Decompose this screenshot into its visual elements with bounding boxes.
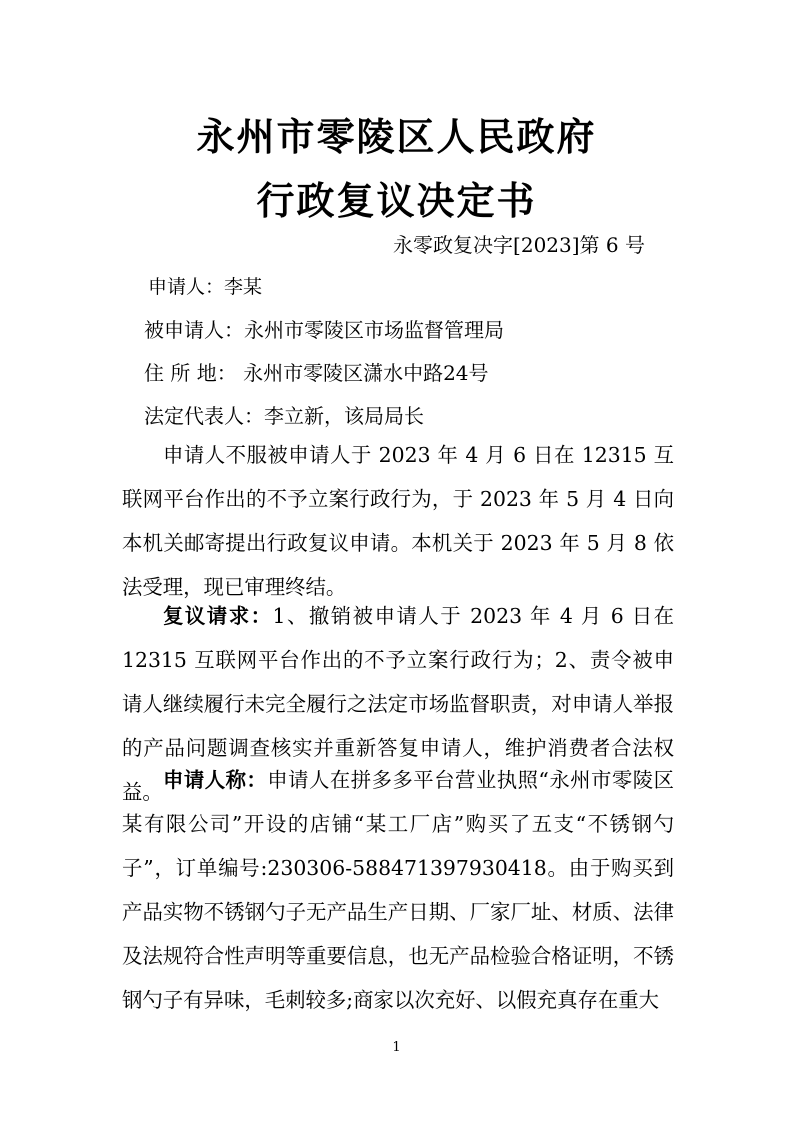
applicant-line: 申请人：李某 — [148, 276, 263, 298]
applicant-claim-label: 申请人称： — [163, 768, 268, 792]
address-line: 住 所 地： 永州市零陵区潇水中路24号 — [144, 361, 489, 385]
document-number: 永零政复决字[2023]第 6 号 — [393, 233, 645, 257]
intro-paragraph: 申请人不服被申请人于 2023 年 4 月 6 日在 12315 互联网平台作出的不予立案行政行为，于 2023 年 5 月 4 日向本机关邮寄提出行政复议申请。本机关于 2023 年 5 月 8 依法受理，现已审理终结。 — [122, 443, 674, 599]
document-title-authority: 永州市零陵区人民政府 — [196, 115, 597, 159]
review-request-text: 1、撤销被申请人于 2023 年 4 月 6 日在 12315 互联网平台作出的不予立案行政行为；2、责令被申请人继续履行未完全履行之法定市场监督职责，对申请人举报的产品问题调查核实并重新答复申请人，维护消费者合法权益。 — [122, 604, 675, 804]
respondent-line: 被申请人：永州市零陵区市场监督管理局 — [144, 318, 504, 342]
review-request-label: 复议请求： — [163, 604, 273, 628]
document-title-type: 行政复议决定书 — [256, 179, 537, 223]
page-number: 1 — [392, 1040, 401, 1055]
applicant-claim-paragraph — [122, 758, 674, 1022]
applicant-claim-text: 申请人在拼多多平台营业执照“永州市零陵区某有限公司”开设的店铺“某工厂店”购买了五支“不锈钢勺子”，订单编号:230306-588471397930418。由于购买到产品实物不锈钢勺子无产品生产日期、厂家厂址、材质、法律及法规符合性声明等重要信息，也无产品检验合格证明，不锈钢勺子有异味，毛刺较多;商家以次充好、以假充真存在重大 — [122, 768, 674, 1012]
legal-representative-line: 法定代表人：李立新，该局局长 — [144, 404, 424, 428]
